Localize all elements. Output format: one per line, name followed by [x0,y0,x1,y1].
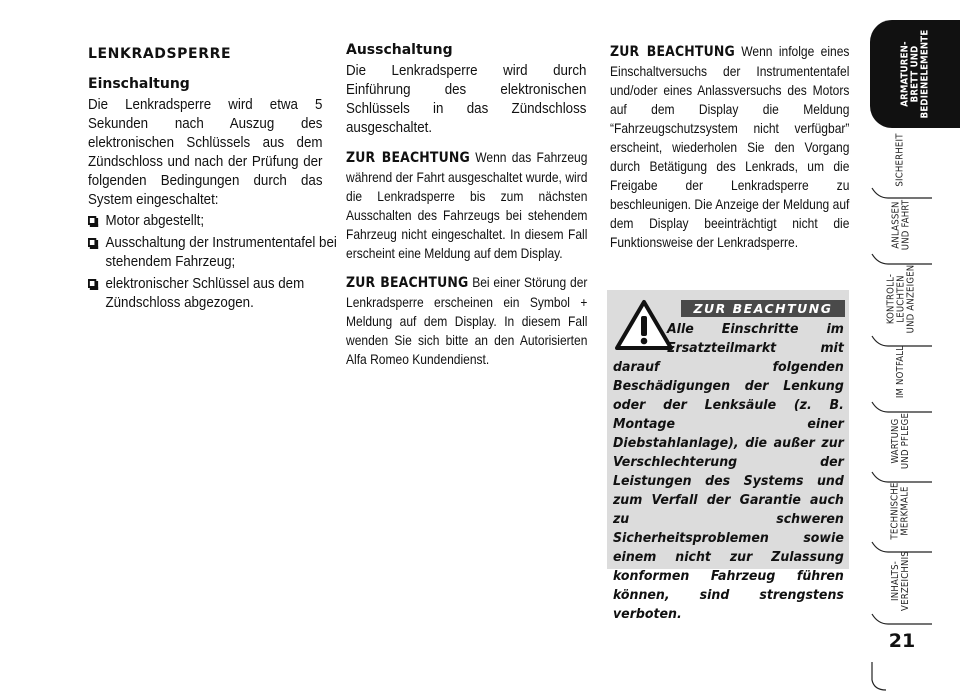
tab-label: IM NOTFALL [894,345,906,399]
subheading-einschaltung: Einschaltung [88,76,190,92]
chapter-tabs [870,0,960,692]
column-left [88,42,337,316]
tab-label: WARTUNG UND PFLEGE [889,412,911,470]
tab-im-notfall[interactable] [870,344,932,400]
tab-label: ANLASSEN UND FAHRT [890,199,911,251]
note-lead: ZUR BEACHTUNG [346,275,469,291]
tab-label: TECHNISCHE MERKMALE [890,482,911,540]
tab-label: KONTROLL- LEUCHTEN UND ANZEIGEN [885,264,916,334]
tab-sicherheit[interactable] [870,132,932,188]
tab-technische-merkmale[interactable] [870,480,932,542]
note-driving: ZUR BEACHTUNG Wenn das Fahrzeug während der Fahrt ausgeschaltet wurde, wird die Lenkradsperre bis zum nächsten Ausschalten des Fahrzeugs bei stehendem Fahrzeug nicht eingeschaltet. In diesem Fall erscheint eine Meldung auf dem Display. [346,149,588,261]
section-heading: LENKRADSPERRE [88,46,232,62]
note-fault: ZUR BEACHTUNG Bei einer Störung der Lenkradsperre erscheinen ein Symbol + Meldung auf dem Display. In diesem Fall wenden Sie sich bitte an den Autorisierten Alfa Romeo Kundendienst. [346,274,588,367]
checkbox-bullet-icon [88,279,96,288]
page-number: 21 [888,630,916,652]
tab-inhaltsverzeichnis[interactable] [870,550,932,612]
warning-text-block [613,320,845,624]
tab-wartung[interactable] [870,410,932,472]
note-lead: ZUR BEACHTUNG [346,150,470,166]
list-item: elektronischer Schlüssel aus dem Zündschloss abgezogen. [88,275,340,313]
list-item: Motor abgestellt; [88,212,340,231]
note-lead: ZUR BEACHTUNG [610,44,735,60]
tab-kontrollleuchten[interactable] [870,262,932,336]
warning-text: Alle Einschritte im Ersatzteilmarkt mit darauf folgenden Beschädigungen der Lenkung oder der Lenksäule (z. B. Montage einer Diebstahlanlage), die außer zur Verschlechterung der Leistungen des Systems und zum Verfall der Garantie auch zu schweren Sicherheitsproblemen sowie einem nicht zur Zulassung konformen Fahrzeug führen können, sind strengstens verboten. [613,321,844,622]
subheading-ausschaltung: Ausschaltung [346,42,453,58]
checkbox-bullet-icon [88,238,96,247]
tab-divider [870,612,932,626]
column-middle [346,42,588,379]
warning-label: ZUR BEACHTUNG [681,300,845,317]
tab-label: INHALTS- VERZEICHNIS [890,551,911,611]
paragraph-ausschaltung: Die Lenkradsperre wird durch Einführung des elektronischen Schlüssels in das Zündschloss ausgeschaltet. [346,63,587,136]
warning-box [607,290,849,622]
list-item: Ausschaltung der Instrumententafel bei stehendem Fahrzeug; [88,234,340,272]
tab-divider [870,660,932,692]
checkbox-bullet-icon [88,216,96,225]
column-right [610,42,850,252]
tab-label: SICHERHEIT [895,133,906,187]
note-display-message: ZUR BEACHTUNG Wenn infolge eines Einschaltversuchs der Instrumententafel und/oder eines Anlassversuchs des Motors auf dem Display die Meldung “Fahrzeugschutzsystem nicht verfügbar” erscheint, wiederholen Sie den Vorgang durch Betätigung des Lenkrads, um die Freigabe der Lenkradsperre zu beschleunigen. Die Anzeige der Meldung auf dem Display beeinträchtigt nicht die Funktionsweise der Lenkradsperre. [610,43,850,250]
tab-label: ARMATUREN- BRETT UND BEDIENELEMENTE [899,29,930,119]
paragraph-einschaltung: Die Lenkradsperre wird etwa 5 Sekunden nach Auszug des elektronischen Schlüssels aus dem Zündschloss und nach der Prüfung der folgenden Bedingungen durch das System eingeschaltet: [88,97,323,208]
condition-list [88,212,337,313]
tab-anlassen[interactable] [870,196,932,254]
tab-armaturenbrett[interactable] [870,20,960,128]
